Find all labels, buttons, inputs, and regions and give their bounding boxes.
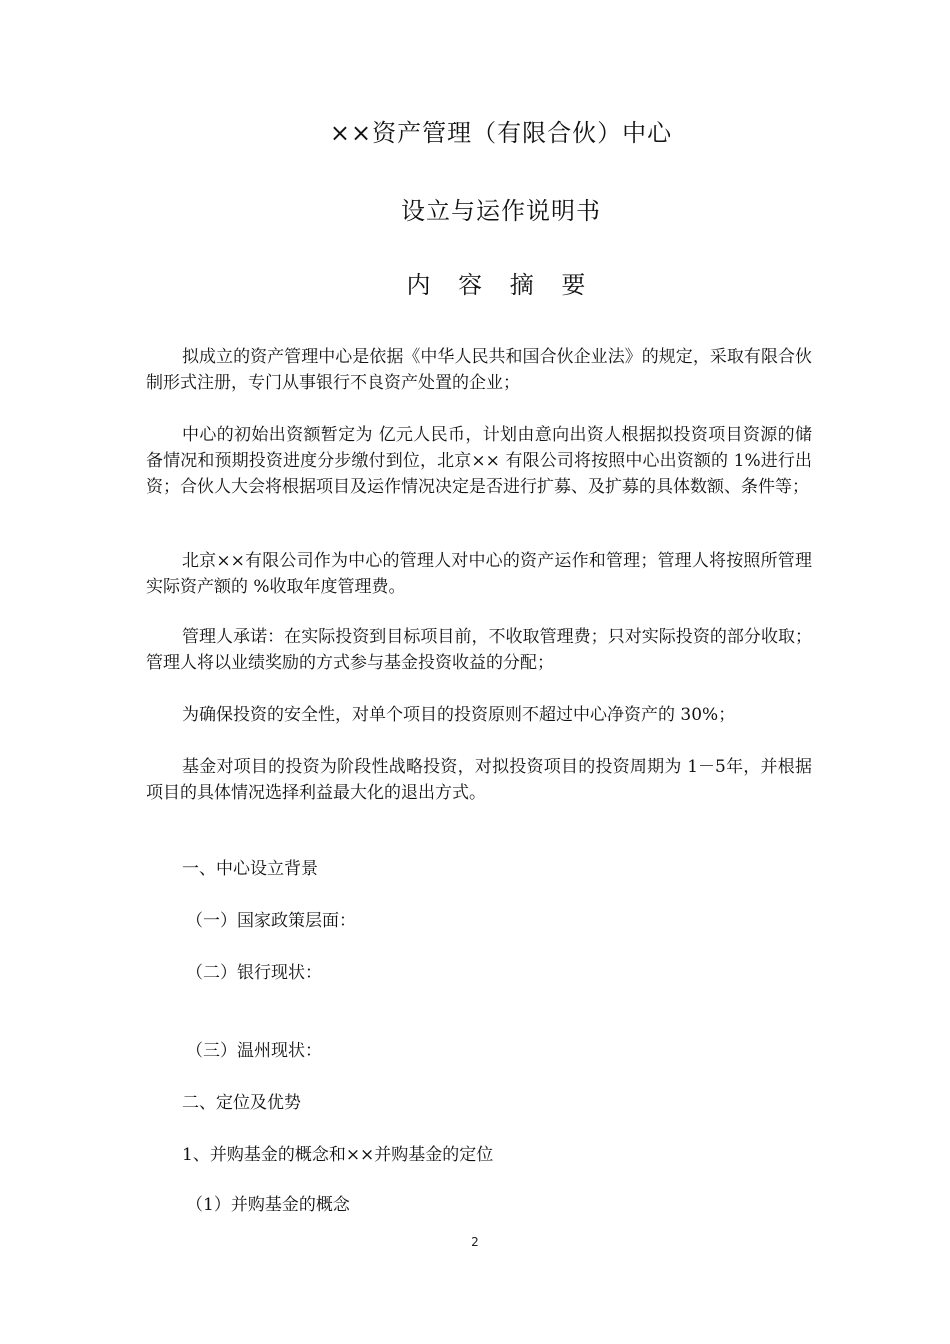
subsection-heading: （二）银行现状： — [186, 963, 322, 983]
page-number: 2 — [471, 1235, 479, 1249]
section-heading: 二、定位及优势 — [182, 1093, 301, 1113]
subsection-heading: 1、并购基金的概念和××并购基金的定位 — [182, 1145, 494, 1165]
summary-paragraph: 中心的初始出资额暂定为 亿元人民币，计划由意向出资人根据拟投资项目资源的储备情况和预期投资进度分步缴付到位，北京×× 有限公司将按照中心出资额的 1%进行出资；合伙人大会将根据项目及运作情况决定是否进行扩募、及扩募的具体数额、条件等； — [146, 425, 812, 497]
summary-paragraph: 为确保投资的安全性，对单个项目的投资原则不超过中心净资产的 30%； — [182, 705, 736, 725]
summary-paragraph: 基金对项目的投资为阶段性战略投资，对拟投资项目的投资周期为 1－5年，并根据项目的具体情况选择利益最大化的退出方式。 — [146, 757, 812, 803]
document-title: ××资产管理（有限合伙）中心 — [329, 119, 673, 147]
summary-heading: 内 容 摘 要 — [406, 271, 596, 299]
subsection-heading: （1）并购基金的概念 — [186, 1195, 350, 1215]
section-heading: 一、中心设立背景 — [182, 859, 318, 879]
subsection-heading: （一）国家政策层面： — [186, 911, 356, 931]
subsection-heading: （三）温州现状： — [186, 1041, 322, 1061]
summary-paragraph: 拟成立的资产管理中心是依据《中华人民共和国合伙企业法》的规定，采取有限合伙制形式注册，专门从事银行不良资产处置的企业； — [146, 347, 812, 393]
document-subtitle: 设立与运作说明书 — [401, 197, 601, 225]
summary-paragraph: 管理人承诺：在实际投资到目标项目前，不收取管理费；只对实际投资的部分收取；管理人将以业绩奖励的方式参与基金投资收益的分配； — [146, 627, 812, 673]
summary-paragraph: 北京××有限公司作为中心的管理人对中心的资产运作和管理；管理人将按照所管理实际资产额的 %收取年度管理费。 — [146, 551, 812, 597]
